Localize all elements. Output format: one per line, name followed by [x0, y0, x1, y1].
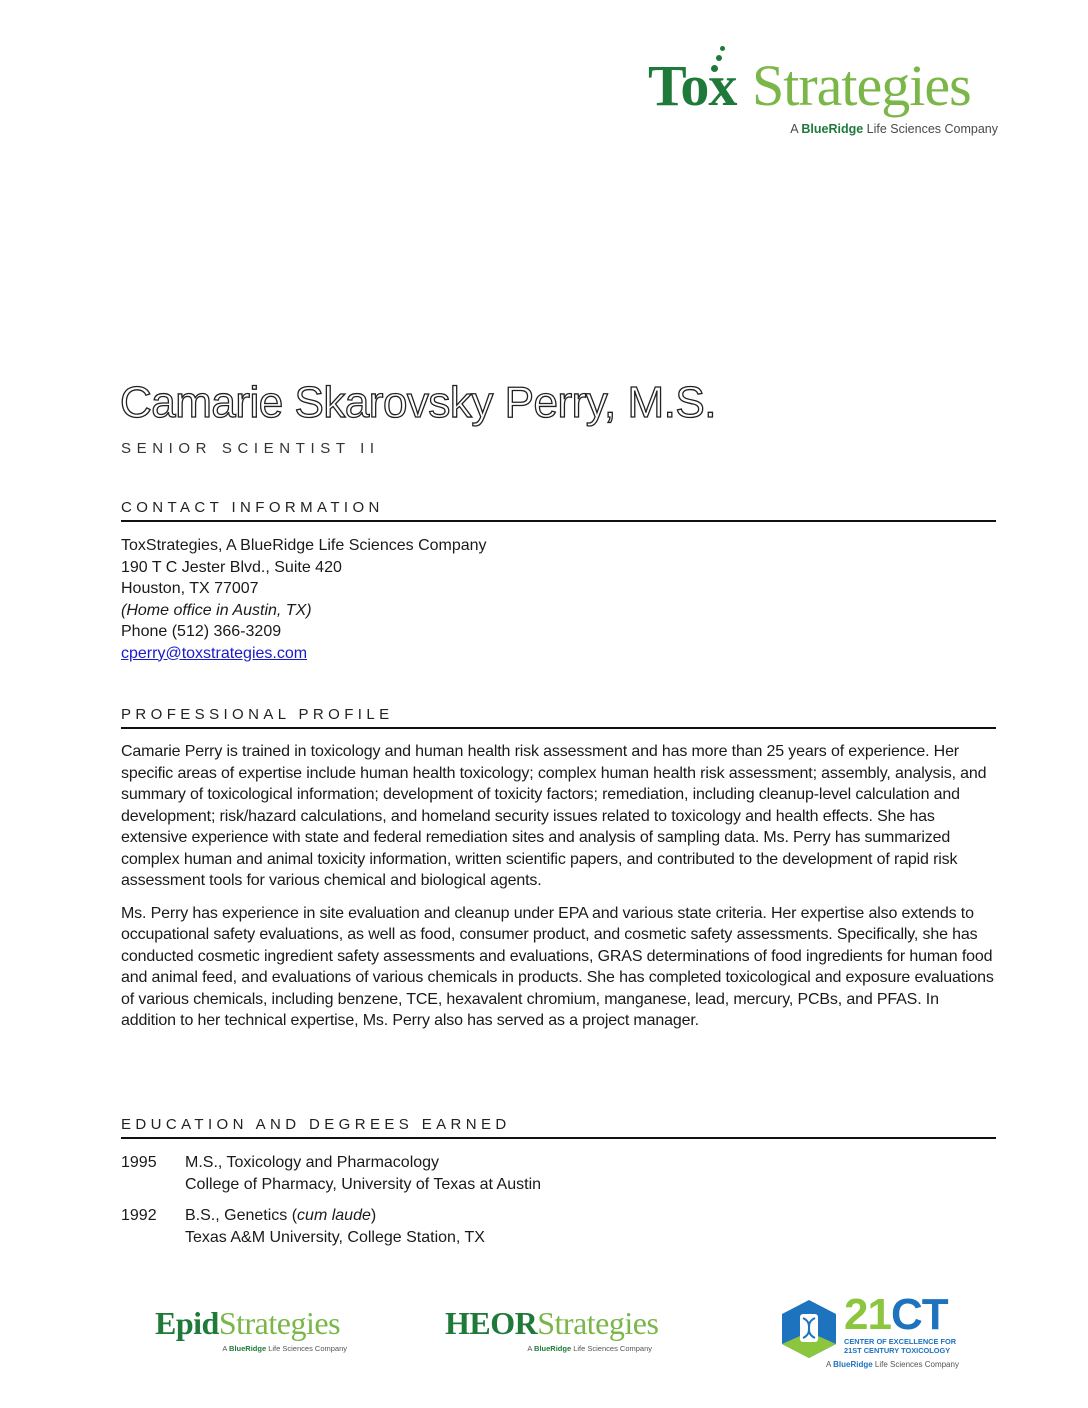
logo-tagline: A BlueRidge Life Sciences Company: [790, 122, 998, 136]
education-degree: B.S., Genetics (cum laude): [185, 1207, 377, 1224]
education-year: 1992: [121, 1207, 157, 1224]
epid-word-2: Strategies: [218, 1305, 341, 1341]
heor-word-1: HEOR: [445, 1305, 538, 1341]
logo-word-strategies: Strategies: [752, 53, 971, 118]
profile-block: [121, 741, 996, 1043]
education-heading: EDUCATION AND DEGREES EARNED: [121, 1115, 996, 1139]
education-entry: [121, 1205, 996, 1249]
21ct-wordmark: 21CT: [844, 1290, 948, 1339]
epidstrategies-logo: [155, 1306, 347, 1354]
contact-home-office: (Home office in Austin, TX): [121, 601, 312, 619]
education-year: 1995: [121, 1154, 157, 1171]
contact-phone: Phone (512) 366-3209: [121, 623, 282, 640]
21ct-logo: [778, 1290, 960, 1372]
contact-block: [121, 535, 996, 664]
profile-heading: PROFESSIONAL PROFILE: [121, 705, 996, 729]
education-institution: Texas A&M University, College Station, TX: [185, 1229, 485, 1246]
person-name: Camarie Skarovsky Perry, M.S.: [120, 378, 716, 427]
contact-address-2: Houston, TX 77007: [121, 580, 259, 597]
contact-company: ToxStrategies, A BlueRidge Life Sciences Company: [121, 537, 487, 554]
education-institution: College of Pharmacy, University of Texas at Austin: [185, 1176, 542, 1193]
21ct-subtitle: CENTER OF EXCELLENCE FOR 21ST CENTURY TOXICOLOGY: [844, 1337, 957, 1355]
21ct-tagline: A BlueRidge Life Sciences Company: [826, 1360, 959, 1369]
heorstrategies-logo: [445, 1305, 659, 1354]
profile-paragraph: Ms. Perry has experience in site evaluation and cleanup under EPA and various state criteria. Her expertise also extends to occupational safety evaluations, as well as food, consumer product, and cosmetic safety assessments. Specifically, she has conducted cosmetic ingredient safety assessments and evaluations, GRAS determinations of food ingredients for human food and animal feed, and evaluations of various chemicals in products. She has completed toxicological and exposure evaluations of various chemicals, including benzene, TCE, hexavalent chromium, manganese, lead, mercury, PCBs, and PFAS. In addition to her technical expertise, Ms. Perry also has served as a project manager.: [121, 904, 994, 1029]
contact-heading: CONTACT INFORMATION: [121, 498, 996, 522]
profile-paragraph: Camarie Perry is trained in toxicology and human health risk assessment and has more than 25 years of experience. Her specific areas of expertise include human health toxicology; complex human health risk assessment; assembly, analysis, and summary of toxicological information; development of toxicity factors; remediation, including cleanup-level calculation and development; risk/hazard calculations, and homeland security issues related to toxicology and health effects. She has extensive experience with state and federal remediation sites and analysis of sampling data. Ms. Perry has summarized complex human and animal toxicity information, written scientific papers, and contributed to the development of rapid risk assessment tools for various chemical and biological agents.: [121, 743, 987, 889]
contact-address-1: 190 T C Jester Blvd., Suite 420: [121, 558, 342, 576]
education-honor: cum laude: [297, 1207, 371, 1224]
person-title: SENIOR SCIENTIST II: [121, 440, 380, 457]
logo-word-tox: Tox: [648, 53, 737, 118]
epid-tagline: A BlueRidge Life Sciences Company: [222, 1344, 347, 1353]
heor-tagline: A BlueRidge Life Sciences Company: [527, 1344, 652, 1353]
heor-word-2: Strategies: [537, 1305, 659, 1341]
contact-email-link[interactable]: cperry@toxstrategies.com: [121, 644, 308, 662]
education-degree: M.S., Toxicology and Pharmacology: [185, 1154, 440, 1171]
hexagon-dna-icon: [778, 1298, 840, 1360]
education-entry: [121, 1152, 996, 1196]
toxstrategies-logo: [648, 42, 998, 138]
epid-word-1: Epid: [155, 1305, 219, 1341]
